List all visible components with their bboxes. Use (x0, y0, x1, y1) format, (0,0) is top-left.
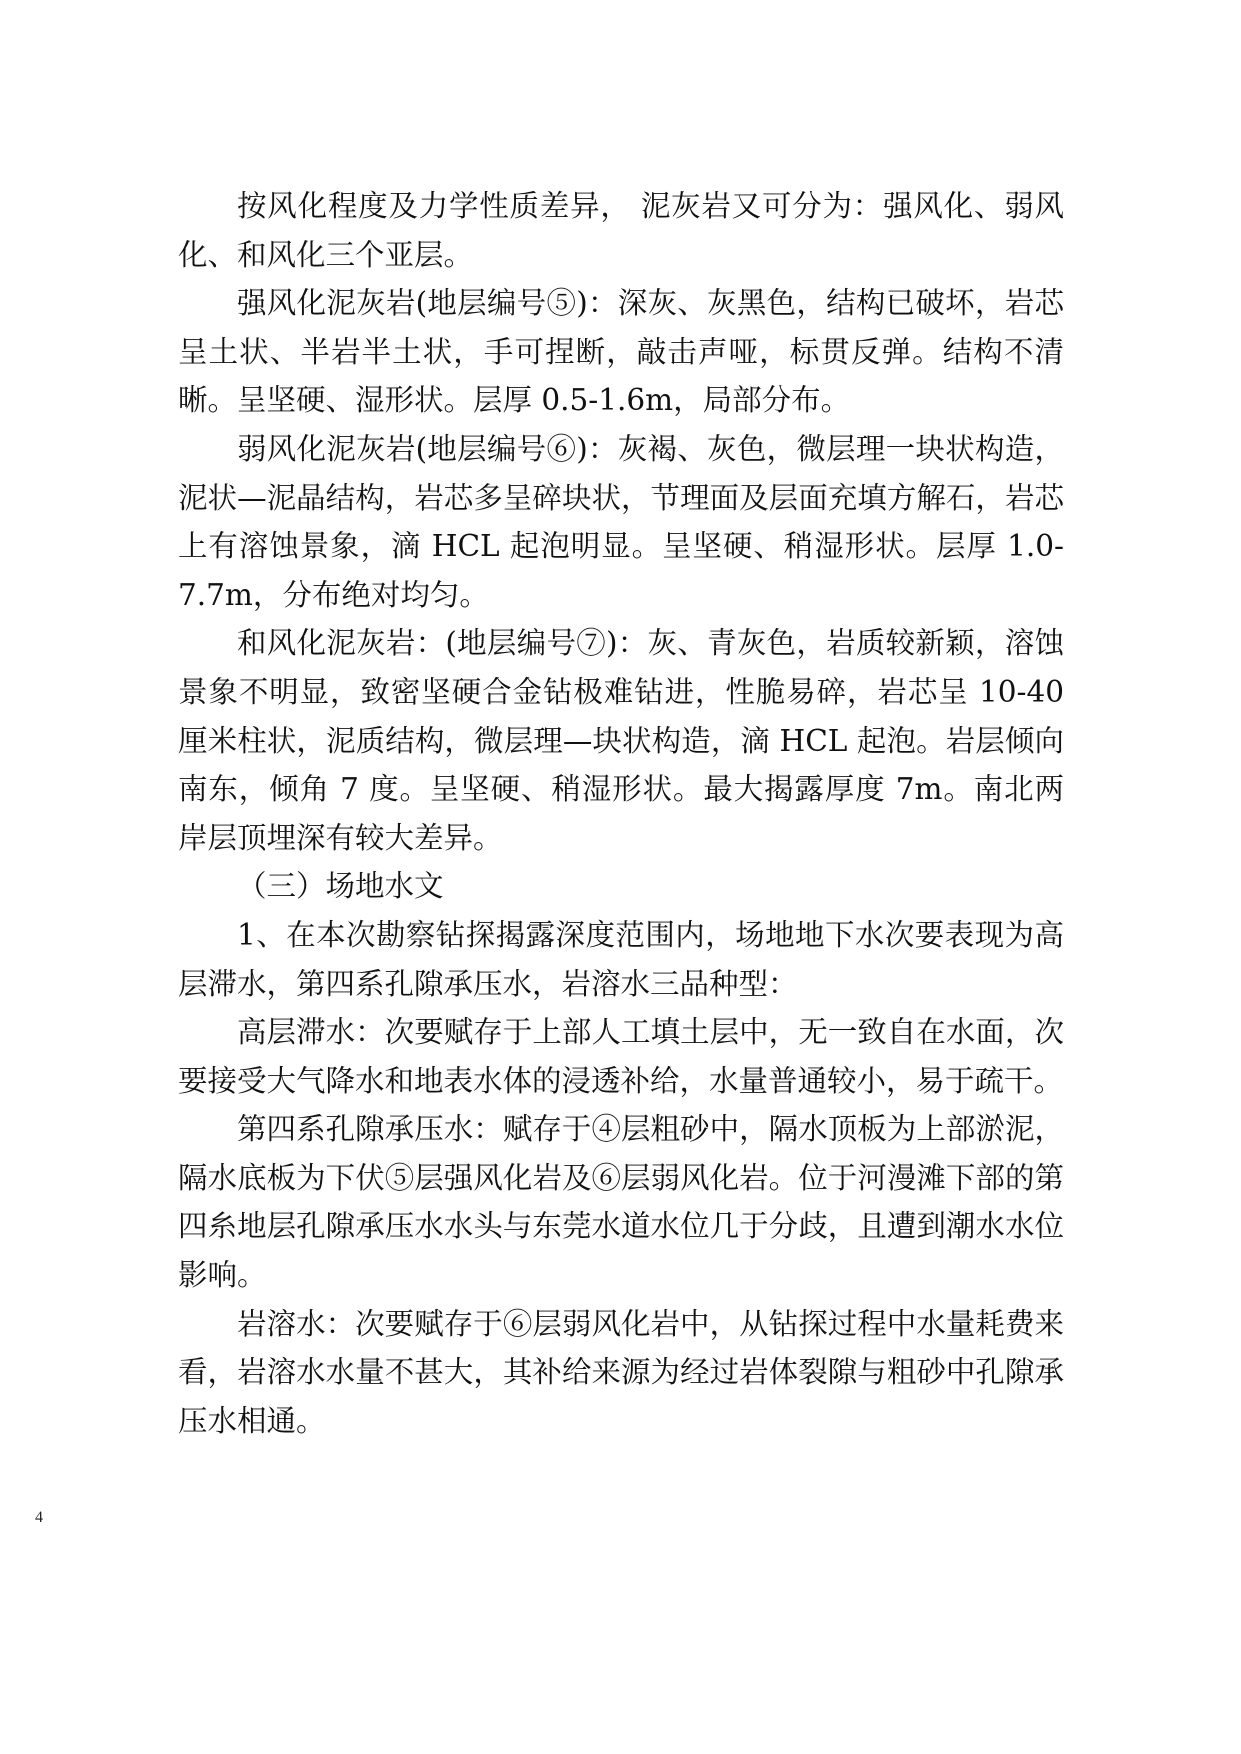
paragraph-groundwater-types: 1、在本次勘察钻探揭露深度范围内，场地地下水次要表现为高层滞水，第四系孔隙承压水，岩溶水三品种型： (178, 917, 1064, 1001)
document-body (178, 182, 1064, 1445)
paragraph-karst-water: 岩溶水：次要赋存于⑥层弱风化岩中，从钻探过程中水量耗费来看，岩溶水水量不甚大，其补给来源为经过岩体裂隙与粗砂中孔隙承压水相通。 (178, 1306, 1064, 1438)
paragraph-strongly-weathered-marl: 强风化泥灰岩(地层编号⑤)：深灰、灰黑色，结构已破坏，岩芯呈土状、半岩半土状，手可捏断，敲击声哑，标贯反弹。结构不清晰。呈坚硬、湿形状。层厚 0.5-1.6m，局部分布。 (178, 286, 1064, 418)
page-number: 4 (35, 1509, 43, 1526)
paragraph-perched-water: 高层滞水：次要赋存于上部人工填土层中，无一致自在水面，次要接受大气降水和地表水体的浸透补给，水量普通较小，易于疏干。 (178, 1015, 1064, 1098)
paragraph-weathering-intro: 按风化程度及力学性质差异， 泥灰岩又可分为：强风化、弱风化、和风化三个亚层。 (178, 189, 1064, 272)
paragraph-slightly-weathered-marl: 和风化泥灰岩：(地层编号⑦)：灰、青灰色，岩质较新颖，溶蚀景象不明显，致密坚硬合金钻极难钻进，性脆易碎，岩芯呈 10-40 厘米柱状，泥质结构，微层理—块状构造，滴 HCL 起泡。岩层倾向南东，倾角 7 度。呈坚硬、稍湿形状。最大揭露厚度 7m。南北两岸层顶埋深有较大差异。 (178, 626, 1064, 855)
paragraph-weakly-weathered-marl: 弱风化泥灰岩(地层编号⑥)：灰褐、灰色，微层理一块状构造，泥状—泥晶结构，岩芯多呈碎块状，节理面及层面充填方解石，岩芯上有溶蚀景象，滴 HCL 起泡明显。呈坚硬、稍湿形状。层厚 1.0-7.7m，分布绝对均匀。 (178, 431, 1064, 612)
paragraph-confined-pore-water: 第四系孔隙承压水：赋存于④层粗砂中，隔水顶板为上部淤泥，隔水底板为下伏⑤层强风化岩及⑥层弱风化岩。位于河漫滩下部的第四糸地层孔隙承压水水头与东莞水道水位几于分歧，且遭到潮水水位影响。 (178, 1112, 1064, 1293)
section-heading-site-hydrology: （三）场地水文 (237, 869, 444, 904)
